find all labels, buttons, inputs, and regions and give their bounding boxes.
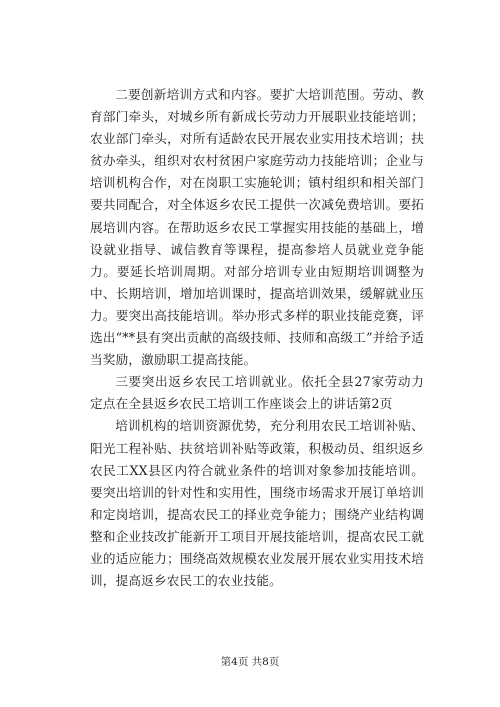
paragraph-returning-workers: 三要突出返乡农民工培训就业。依托全县27家劳动力定点在全县返乡农民工培训工作座谈会上的讲话第2页	[90, 374, 424, 412]
paragraph-training-methods: 二要创新培训方式和内容。要扩大培训范围。劳动、教育部门牵头，对城乡所有新成长劳动力开展职业技能培训；农业部门牵头，对所有适龄农民开展农业实用技术培训；扶贫办牵头，组织对农村贫困户家庭劳动力技能培训；企业与培训机构合作，对在岗职工实施轮训；镇村组织和相关部门要共同配合，对全体返乡农民工提供一次减免费培训。要拓展培训内容。在帮助返乡农民工掌握实用技能的基础上，增设就业指导、诚信教育等课程，提高参培人员就业竞争能力。要延长培训周期。对部分培训专业由短期培训调整为中、长期培训，增加培训课时，提高培训效果，缓解就业压力。要突出高技能培训。举办形式多样的职业技能竞赛，评选出“**县有突出贡献的高级技师、技师和高级工”并给予适当奖励，激励职工提高技能。	[90, 87, 424, 368]
document-body	[90, 84, 424, 592]
paragraph-training-resources: 培训机构的培训资源优势，充分利用农民工培训补贴、阳光工程补贴、扶贫培训补贴等政策，积极动员、组织返乡农民工XX县区内符合就业条件的培训对象参加技能培训。要突出培训的针对性和实用性，围绕市场需求开展订单培训和定岗培训，提高农民工的择业竞争能力；围绕产业结构调整和企业技改扩能新开工项目开展技能培训，提高农民工就业的适应能力；围绕高效规模农业发展开展农业实用技术培训，提高返乡农民工的农业技能。	[90, 418, 424, 589]
page-number-footer: 第4页 共8页	[220, 656, 280, 668]
